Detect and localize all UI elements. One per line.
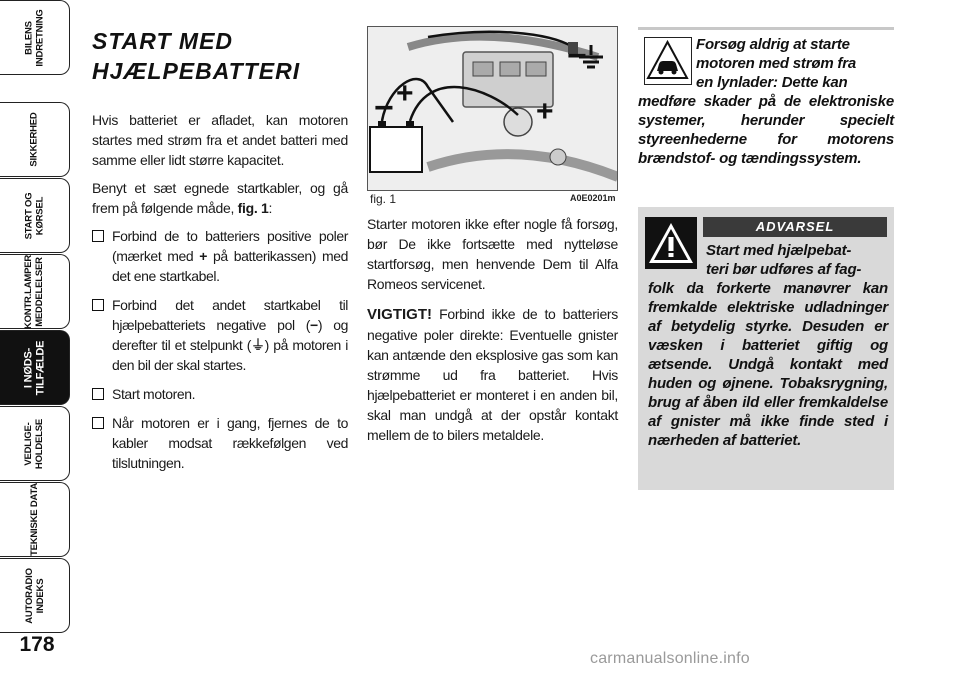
checkbox-bullet-icon [92, 417, 104, 429]
step-text: Når motoren er i gang, fjernes de to kabler modsat rækkefølgen ved tilslutningen. [112, 415, 348, 471]
figure-battery-connection [367, 26, 618, 191]
tab-label: AUTORADIO INDEKS [23, 567, 46, 624]
side-tab-strip [0, 0, 72, 677]
list-item [92, 226, 348, 286]
step-text: Start motoren. [112, 386, 196, 402]
tab-label: START OG KØRSEL [23, 192, 46, 239]
warning-label: ADVARSEL [703, 217, 887, 237]
note-line-2: motoren med strøm fra [696, 55, 856, 72]
note-line-3: en lynlader: Dette kan [696, 74, 848, 91]
plus-label: + [396, 77, 414, 110]
tab-label: TEKNISKE DATA [29, 482, 40, 557]
instructions-colon: : [268, 200, 273, 216]
tab-label: KONTR.LAMPER MEDDELELSER [23, 254, 46, 329]
list-item [92, 295, 348, 375]
page-title [92, 26, 348, 86]
divider [638, 27, 894, 30]
figure-caption: fig. 1 [370, 192, 397, 206]
plus-label-engine: + [536, 95, 554, 128]
main-column [92, 26, 348, 482]
tab-vedligeholdelse[interactable] [0, 406, 70, 481]
tab-start-og-korsel[interactable] [0, 178, 70, 253]
instructions-text: Benyt et sæt egnede startkabler, og gå frem på følgende måde, [92, 180, 348, 216]
important-label: VIGTIGT! [367, 306, 432, 323]
watermark: carmanualsonline.info [590, 650, 750, 667]
tab-sikkerhed[interactable] [0, 102, 70, 177]
checkbox-bullet-icon [92, 230, 104, 242]
tab-label: I NØDS- TILFÆLDE [22, 340, 47, 395]
note-line-1: Forsøg aldrig at starte [696, 36, 850, 53]
tab-label: VEDLIGE- HOLDELSE [23, 418, 46, 469]
intro-paragraph: Hvis batteriet er afladet, kan motoren startes med strøm fra et andet batteri med samme eller lidt større kapacitet. [92, 112, 348, 168]
ground-symbol-icon: ⏚ [250, 337, 265, 353]
step-text: ) og derefter til et stelpunkt ( [112, 317, 348, 353]
tab-label: SIKKERHED [29, 112, 40, 167]
tab-label: BILENS INDRETNING [23, 8, 46, 67]
car-icon [644, 37, 692, 85]
tab-autoradio-indeks[interactable] [0, 558, 70, 633]
figure-code: A0E0201m [570, 193, 616, 203]
checkbox-bullet-icon [92, 299, 104, 311]
step-text: på batterikassen) med det ene startkabel. [112, 248, 349, 284]
step-text: ) på motoren i den bil der skal startes. [112, 337, 348, 373]
figure-reference: fig. 1 [237, 200, 269, 216]
warning-line-1: Start med hjælpebat- [706, 242, 852, 259]
list-item [92, 413, 348, 473]
tab-tekniske-data[interactable] [0, 482, 70, 557]
note-charger [638, 35, 894, 168]
title-line-1: START MED [92, 28, 234, 54]
tab-bilens-indretning[interactable] [0, 0, 70, 75]
plus-symbol: + [199, 248, 208, 264]
step-text: Forbind det andet startkabel til hjælpebatteriets negative pol ( [112, 297, 348, 333]
important-paragraph [367, 304, 618, 445]
minus-symbol: − [310, 317, 318, 333]
warning-panel [638, 207, 894, 490]
ground-minus-label: − [567, 37, 587, 75]
list-item [92, 384, 348, 404]
retry-paragraph: Starter motoren ikke efter nogle få forsøg, bør De ikke fortsætte med nytteløse startforsøg, men henvende Dem til Alfa Romeos servicenet. [367, 216, 618, 292]
note-rest: medføre skader på de elektroniske systemer, herunder specielt styreenhederne for motorens brændstof- og tændingssystem. [638, 93, 894, 167]
important-text: Forbind ikke de to batteriers negative poler direkte: Eventuelle gnister kan antænde den eksplosive gas som kan strømme ud fra batteriet. Hvis hjælpebatteriet er monteret i en anden bil, skal man undgå at der opstår kontakt mellem de to bilers metaldele. [367, 306, 618, 443]
checkbox-bullet-icon [92, 388, 104, 400]
minus-label: − [374, 89, 394, 127]
instructions-paragraph [92, 178, 348, 218]
step-text: Forbind de to batteriers positive poler (mærket med [112, 228, 348, 264]
warning-line-2: teri bør udføres af fag- [706, 261, 862, 278]
tab-kontrollamper[interactable] [0, 254, 70, 329]
tab-i-nodstilfaelde[interactable] [0, 330, 70, 405]
middle-column [367, 214, 618, 455]
warning-rest: folk da forkerte manøvrer kan fremkalde elektriske udladninger af betydelig styrke. Desuden er væsken i batteriet giftig og ætsende. Undgå kontakt med huden og øjnene. Tobaksrygning, brug af åben ild eller fremkaldelse af gnister må ikke finde sted i nærheden af batteriet. [648, 280, 888, 449]
title-line-2: HJÆLPEBATTERI [92, 58, 301, 84]
page-number: 178 [19, 633, 55, 656]
